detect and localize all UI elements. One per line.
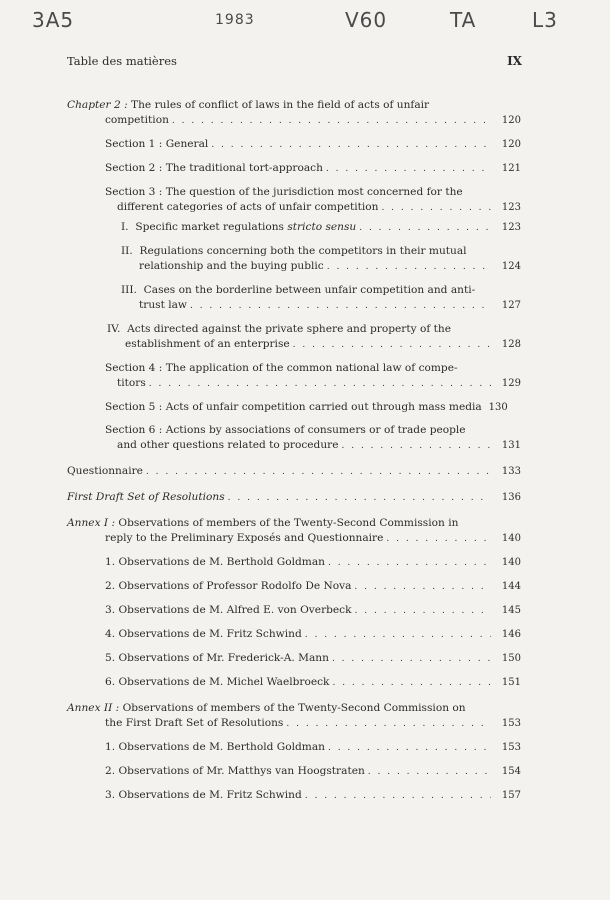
toc-annex-1 (67, 516, 521, 547)
page-ref: 154 (501, 766, 521, 777)
toc-section-1 (67, 137, 521, 153)
annex-title: Observations of members of the Twenty-Second Commission on (122, 702, 466, 714)
dot-leader (332, 676, 491, 691)
page-number: IX (507, 54, 522, 68)
toc-annex1-item (67, 555, 521, 571)
item-title-italic: stricto sensu (287, 221, 357, 233)
toc-section-6 (67, 423, 521, 454)
section-title: Section 6 : Actions by associations of consumers or of trade people (105, 424, 466, 436)
toc-annex-2 (67, 701, 521, 732)
entry-title: 5. Observations of Mr. Frederick-A. Mann (105, 652, 329, 664)
annex-title: Observations of members of the Twenty-Second Commission in (118, 517, 459, 529)
item-number: II. (121, 245, 133, 257)
toc-annex1-item (67, 675, 521, 691)
page-ref: 128 (501, 339, 521, 350)
dot-leader (354, 580, 491, 595)
item-title: Cases on the borderline between unfair competition and anti- (143, 284, 476, 296)
section-title: Section 4 : The application of the common national law of compe- (105, 362, 458, 374)
annex-title-cont: reply to the Preliminary Exposés and Questionnaire (105, 532, 384, 544)
handwriting-e: L3 (532, 8, 558, 32)
toc-annex2-item (67, 788, 521, 804)
page-title: Table des matières (67, 54, 177, 68)
item-title: Specific market regulations (135, 221, 284, 233)
item-title: Regulations concerning both the competitors in their mutual (139, 245, 467, 257)
dot-leader (368, 765, 491, 780)
page-ref: 153 (501, 742, 521, 753)
section-title-cont: and other questions related to procedure (117, 439, 339, 451)
toc-section-3 (67, 185, 521, 216)
entry-title: 2. Observations of Mr. Matthys van Hoogstraten (105, 765, 365, 777)
toc-annex1-item (67, 651, 521, 667)
item-title-cont: relationship and the buying public (139, 260, 324, 272)
annex-label: Annex I : (67, 517, 116, 529)
dot-leader (286, 717, 491, 732)
entry-title: 1. Observations de M. Berthold Goldman (105, 556, 325, 568)
section-title: Section 2 : The traditional tort-approach (105, 162, 323, 174)
page-ref: 130 (488, 402, 508, 413)
dot-leader (355, 604, 491, 619)
entry-title: Questionnaire (67, 465, 143, 477)
page-ref: 145 (501, 605, 521, 616)
dot-leader (211, 138, 491, 153)
page-ref: 140 (501, 557, 521, 568)
page-ref: 151 (501, 677, 521, 688)
page-ref: 133 (501, 466, 521, 477)
toc-questionnaire (67, 464, 521, 480)
handwriting-c: V60 (345, 8, 388, 32)
toc-annex2-item (67, 764, 521, 780)
page-ref: 144 (501, 581, 521, 592)
toc-item-iv (67, 322, 521, 353)
dot-leader (326, 162, 491, 177)
page-ref: 120 (501, 139, 521, 150)
entry-title: 3. Observations de M. Fritz Schwind (105, 789, 302, 801)
page-ref: 120 (501, 115, 521, 126)
dot-leader (332, 652, 491, 667)
entry-title: 4. Observations de M. Fritz Schwind (105, 628, 302, 640)
table-of-contents (67, 98, 521, 804)
entry-title: 2. Observations of Professor Rodolfo De Nova (105, 580, 352, 592)
page-ref: 150 (501, 653, 521, 664)
toc-annex2-item (67, 740, 521, 756)
item-title-cont: trust law (139, 299, 187, 311)
page-ref: 121 (501, 163, 521, 174)
dot-leader (293, 338, 491, 353)
toc-item-i (67, 220, 521, 236)
toc-item-iii (67, 283, 521, 314)
item-title-cont: establishment of an enterprise (125, 338, 290, 350)
page-ref: 136 (501, 492, 521, 503)
entry-title: 1. Observations de M. Berthold Goldman (105, 741, 325, 753)
dot-leader (328, 741, 491, 756)
toc-section-4 (67, 361, 521, 392)
page-ref: 146 (501, 629, 521, 640)
dot-leader (342, 439, 492, 454)
entry-title: 3. Observations de M. Alfred E. von Overbeck (105, 604, 352, 616)
dot-leader (359, 221, 491, 236)
annex-label: Annex II : (67, 702, 120, 714)
chapter-title-cont: competition (105, 114, 169, 126)
toc-item-ii (67, 244, 521, 275)
toc-first-draft (67, 490, 521, 506)
dot-leader (386, 532, 491, 547)
handwriting-b: 1983 (215, 12, 255, 28)
page-ref: 124 (501, 261, 521, 272)
toc-annex1-item (67, 579, 521, 595)
toc-chapter-2 (67, 98, 521, 129)
dot-leader (305, 628, 491, 643)
section-title-cont: titors (117, 377, 146, 389)
chapter-title: The rules of conflict of laws in the field of acts of unfair (131, 99, 430, 111)
dot-leader (381, 201, 491, 216)
section-title: Section 3 : The question of the jurisdiction most concerned for the (105, 186, 463, 198)
page-ref: 140 (501, 533, 521, 544)
handwriting-a: 3A5 (32, 8, 75, 32)
dot-leader (190, 299, 491, 314)
page-ref: 123 (501, 222, 521, 233)
page-ref: 123 (501, 202, 521, 213)
page-header (67, 54, 522, 70)
dot-leader (172, 114, 491, 129)
page-ref: 131 (501, 440, 521, 451)
section-title: Section 5 : Acts of unfair competition carried out through mass media (105, 401, 482, 413)
section-title-cont: different categories of acts of unfair competition (117, 201, 379, 213)
annex-title-cont: the First Draft Set of Resolutions (105, 717, 284, 729)
toc-annex1-item (67, 627, 521, 643)
toc-section-2 (67, 161, 521, 177)
section-title: Section 1 : General (105, 138, 209, 150)
toc-annex1-item (67, 603, 521, 619)
dot-leader (228, 491, 491, 506)
item-number: IV. (107, 323, 121, 335)
item-number: I. (121, 221, 129, 233)
dot-leader (305, 789, 491, 804)
dot-leader (327, 260, 491, 275)
dot-leader (146, 465, 491, 480)
page-ref: 157 (501, 790, 521, 801)
page-ref: 153 (501, 718, 521, 729)
page-ref: 127 (501, 300, 521, 311)
entry-title: 6. Observations de M. Michel Waelbroeck (105, 676, 330, 688)
chapter-label: Chapter 2 : (67, 99, 128, 111)
item-title: Acts directed against the private sphere and property of the (127, 323, 451, 335)
toc-section-5 (67, 400, 521, 415)
entry-title: First Draft Set of Resolutions (67, 491, 225, 503)
handwriting-d: TA (450, 8, 477, 32)
item-number: III. (121, 284, 137, 296)
dot-leader (149, 377, 491, 392)
dot-leader (328, 556, 491, 571)
page-ref: 129 (501, 378, 521, 389)
